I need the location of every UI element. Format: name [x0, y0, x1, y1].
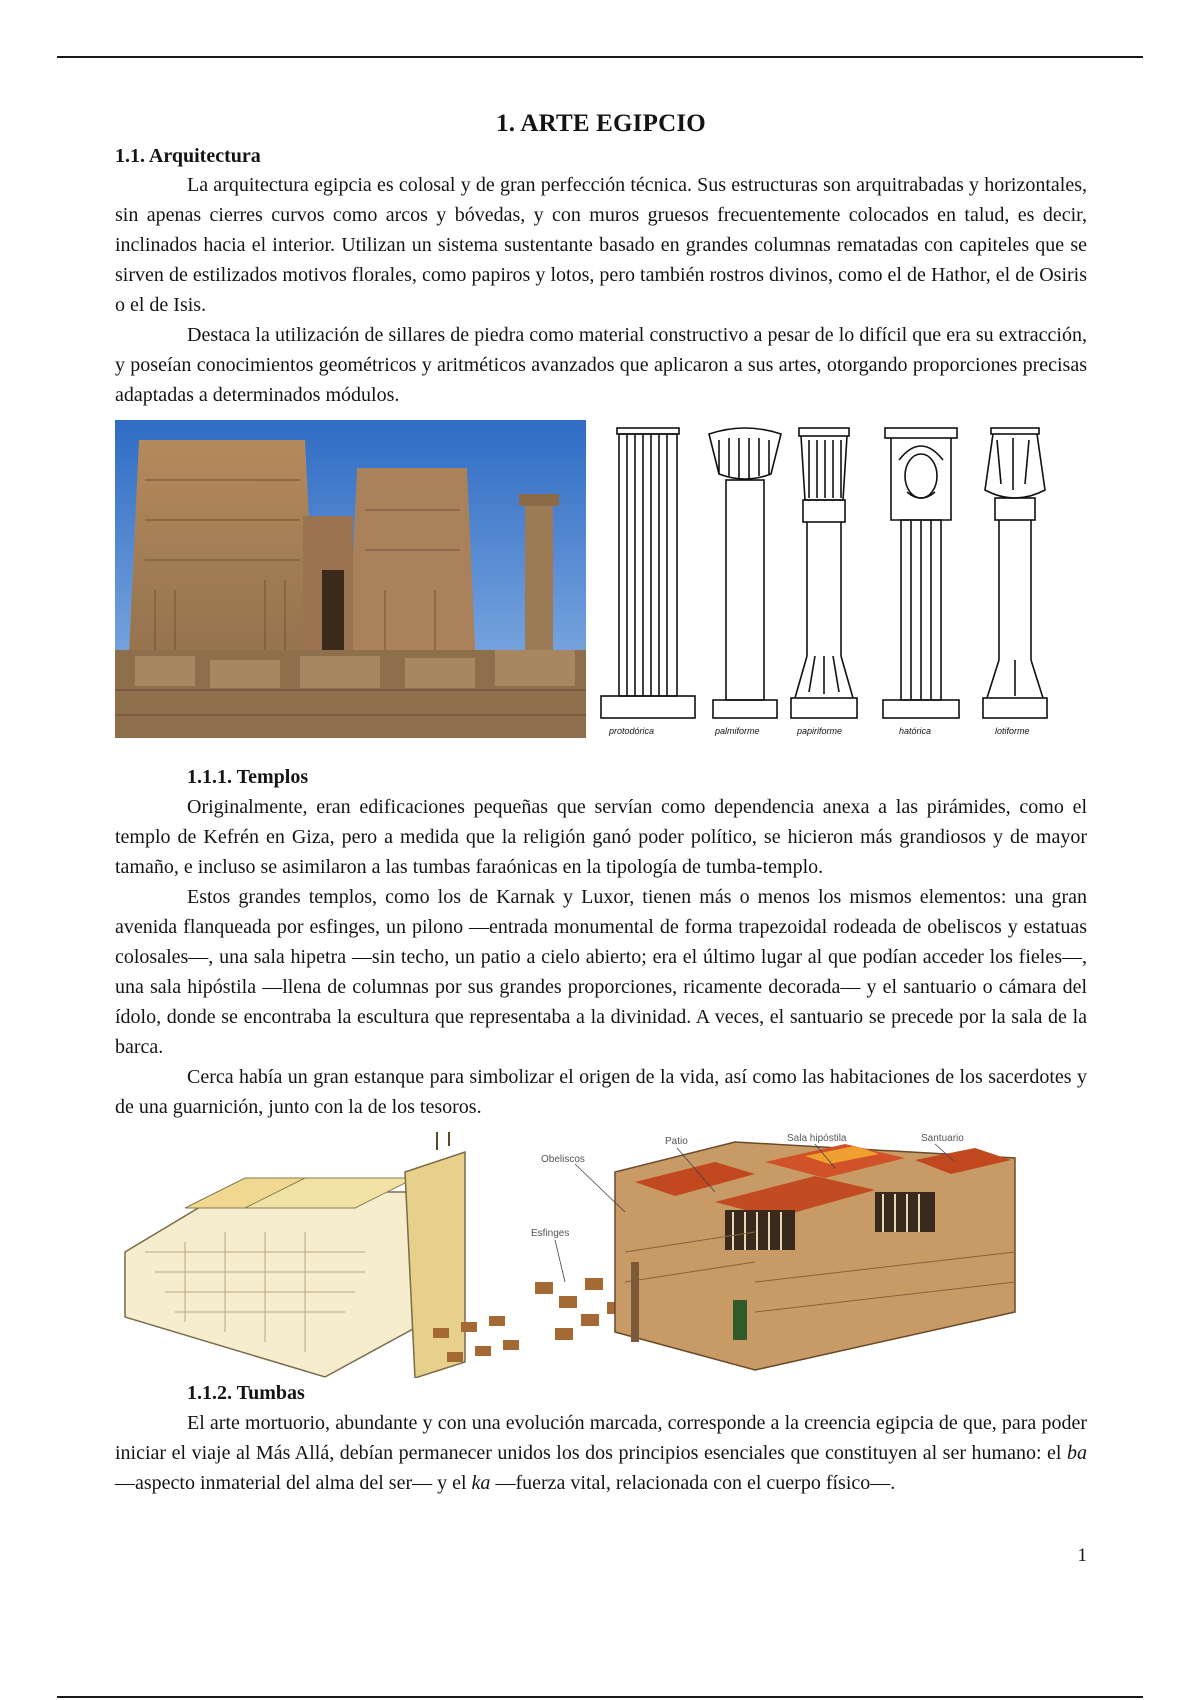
label-lotiforme: lotiforme [995, 726, 1030, 736]
label-palmiforme: palmiforme [715, 726, 760, 736]
label-hatorica: hatórica [899, 726, 932, 736]
top-rule [57, 56, 1143, 58]
section-heading-tumbas: 1.1.2. Tumbas [187, 1382, 305, 1404]
section-heading-templos: 1.1.1. Templos [187, 766, 309, 788]
paragraph-templos-2: Estos grandes templos, como los de Karnak y Luxor, tienen más o menos los mismos elementos: una gran avenida flanqueada por esfinges, un pilono —entrada monumental de forma trapezoidal rodeada de obeliscos y estatuas colosales—, una sala hipetra —sin techo, un patio a cielo abierto; era el último lugar al que podían acceder los fieles—, una sala hipóstila —llena de columnas por sus grandes proporciones, ricamente decorada— y el santuario o cámara del ídolo, donde se encontraba la escultura que representaba a la divinidad. A veces, el santuario se precede por la sala de la barca. [115, 886, 1087, 1058]
label-sala-hipostila: Sala hipóstila [787, 1133, 847, 1144]
column-labels-row [595, 726, 1087, 740]
figure-temple-cutaway [115, 1132, 1087, 1378]
page-title: 1. ARTE EGIPCIO [496, 110, 706, 137]
term-ba: ba [1067, 1442, 1087, 1464]
label-santuario: Santuario [921, 1133, 964, 1144]
term-ka: ka [471, 1472, 491, 1494]
paragraph-templos-1: Originalmente, eran edificaciones pequeñas que servían como dependencia anexa a las pirámides, como el templo de Kefrén en Giza, pero a medida que la religión ganó poder político, se hicieron más grandiosos y de mayor tamaño, e incluso se asimilaron a las tumbas faraónicas en la tipología de tumba-templo. [115, 796, 1087, 878]
bottom-rule [57, 1696, 1143, 1698]
paragraph-tumbas-1: El arte mortuorio, abundante y con una evolución marcada, corresponde a la creencia egipcia de que, para poder iniciar el viaje al Más Allá, debían permanecer unidos los dos principios esenciales que constituyen al ser humano: el ba —aspecto inmaterial del alma del ser— y el ka —fuerza vital, relacionada con el cuerpo físico—. [115, 1412, 1087, 1494]
page-number: 1 [1077, 1545, 1087, 1566]
temple-cutaway-drawing [115, 1132, 1087, 1378]
label-protodorica: protodórica [609, 726, 655, 736]
label-patio: Patio [665, 1136, 688, 1147]
page-content [115, 110, 1087, 1498]
label-papiriforme: papiriforme [797, 726, 843, 736]
temple-photo [115, 420, 586, 738]
section-heading-arquitectura: 1.1. Arquitectura [115, 145, 261, 167]
paragraph-templos-3: Cerca había un gran estanque para simbolizar el origen de la vida, así como las habitaciones de los sacerdotes y de una guarnición, junto con la de los tesoros. [115, 1066, 1087, 1118]
label-esfinges: Esfinges [531, 1228, 570, 1239]
figure-temple-and-columns [115, 420, 1087, 740]
paragraph-arquitectura-1: La arquitectura egipcia es colosal y de gran perfección técnica. Sus estructuras son arquitrabadas y horizontales, sin apenas cierres curvos como arcos y bóvedas, y con muros gruesos frecuentemente colocados en talud, es decir, inclinados hacia el interior. Utilizan un sistema sustentante basado en grandes columnas rematadas con capiteles que se sirven de estilizados motivos florales, como papiros y lotos, pero también rostros divinos, como el de Hathor, el de Osiris o el de Isis. [115, 174, 1087, 316]
label-obeliscos: Obeliscos [541, 1154, 585, 1165]
column-types-drawing [595, 420, 1087, 738]
paragraph-arquitectura-2: Destaca la utilización de sillares de piedra como material constructivo a pesar de lo difícil que era su extracción, y poseían conocimientos geométricos y aritméticos avanzados que aplicaron a sus artes, otorgando proporciones precisas adaptadas a determinados módulos. [115, 324, 1087, 406]
